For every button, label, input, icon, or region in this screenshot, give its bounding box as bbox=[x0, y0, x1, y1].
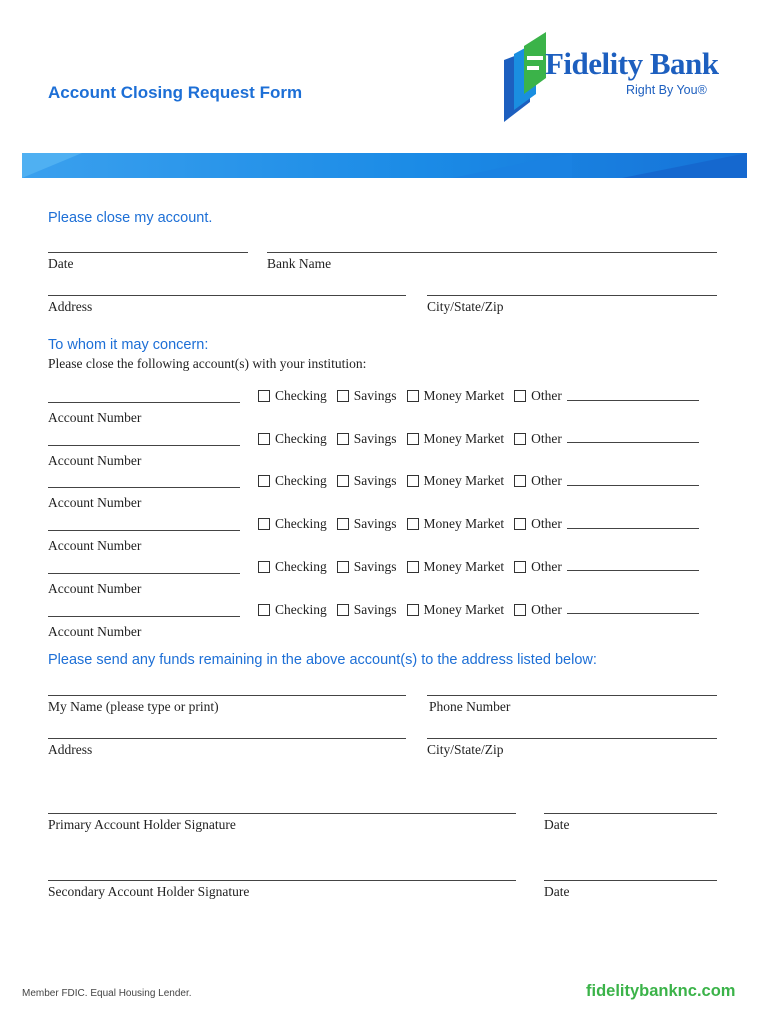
secondary-signature-label: Secondary Account Holder Signature bbox=[48, 884, 250, 899]
account-number-field[interactable] bbox=[48, 530, 240, 531]
account-type-options bbox=[258, 431, 699, 449]
account-type-option[interactable] bbox=[258, 559, 327, 575]
account-type-option[interactable] bbox=[407, 473, 505, 489]
option-label: Savings bbox=[353, 601, 397, 617]
option-label: Other bbox=[531, 601, 562, 617]
option-label: Other bbox=[531, 430, 562, 446]
option-label: Other bbox=[531, 516, 562, 532]
checkbox[interactable] bbox=[337, 475, 349, 487]
account-type-option[interactable] bbox=[514, 431, 699, 447]
logo-tagline: Right By You® bbox=[626, 83, 707, 97]
option-label: Checking bbox=[275, 558, 327, 574]
option-label: Checking bbox=[275, 473, 327, 489]
account-type-option[interactable] bbox=[258, 602, 327, 618]
checkbox[interactable] bbox=[514, 604, 526, 616]
account-number-field[interactable] bbox=[48, 402, 240, 403]
checkbox[interactable] bbox=[258, 561, 270, 573]
account-type-option[interactable] bbox=[258, 473, 327, 489]
my-name-label: My Name (please type or print) bbox=[48, 699, 219, 714]
logo-wordmark: Fidelity Bank bbox=[545, 46, 719, 81]
footer-disclaimer: Member FDIC. Equal Housing Lender. bbox=[22, 988, 192, 999]
account-type-option[interactable] bbox=[407, 388, 505, 404]
date-label: Date bbox=[48, 256, 74, 271]
section-intro: Please close the following account(s) with your institution: bbox=[48, 356, 367, 371]
option-label: Checking bbox=[275, 601, 327, 617]
account-type-option[interactable] bbox=[407, 516, 505, 532]
option-label: Savings bbox=[353, 516, 397, 532]
account-type-option[interactable] bbox=[337, 431, 397, 447]
option-label: Savings bbox=[353, 430, 397, 446]
checkbox[interactable] bbox=[514, 390, 526, 402]
date-field[interactable] bbox=[48, 252, 248, 253]
account-number-label: Account Number bbox=[48, 410, 142, 425]
account-number-label: Account Number bbox=[48, 538, 142, 554]
primary-date-label: Date bbox=[544, 817, 570, 832]
checkbox[interactable] bbox=[258, 433, 270, 445]
address-label: Address bbox=[48, 299, 93, 314]
account-type-option[interactable] bbox=[258, 388, 327, 404]
checkbox[interactable] bbox=[258, 518, 270, 530]
account-type-option[interactable] bbox=[407, 431, 505, 447]
checkbox[interactable] bbox=[337, 561, 349, 573]
checkbox[interactable] bbox=[407, 475, 419, 487]
account-type-option[interactable] bbox=[337, 473, 397, 489]
city-state-zip-field[interactable] bbox=[427, 295, 717, 296]
secondary-date-label: Date bbox=[544, 884, 570, 899]
checkbox[interactable] bbox=[514, 561, 526, 573]
primary-signature-field[interactable] bbox=[48, 813, 516, 814]
checkbox[interactable] bbox=[514, 433, 526, 445]
option-label: Money Market bbox=[423, 430, 505, 446]
checkbox[interactable] bbox=[258, 604, 270, 616]
primary-signature-label: Primary Account Holder Signature bbox=[48, 817, 236, 832]
other-specify-field[interactable] bbox=[567, 570, 699, 571]
checkbox[interactable] bbox=[337, 433, 349, 445]
account-type-option[interactable] bbox=[258, 516, 327, 532]
other-specify-field[interactable] bbox=[567, 613, 699, 614]
option-label: Savings bbox=[353, 388, 397, 403]
account-type-option[interactable] bbox=[337, 602, 397, 618]
checkbox[interactable] bbox=[407, 390, 419, 402]
option-label: Other bbox=[531, 473, 562, 489]
option-label: Other bbox=[531, 558, 562, 574]
checkbox[interactable] bbox=[337, 518, 349, 530]
section-heading-close: Please close my account. bbox=[48, 210, 213, 226]
account-type-option[interactable] bbox=[407, 559, 505, 575]
account-type-option[interactable] bbox=[514, 473, 699, 489]
account-type-options bbox=[258, 559, 699, 577]
checkbox[interactable] bbox=[337, 604, 349, 616]
account-type-option[interactable] bbox=[514, 602, 699, 618]
phone-number-label: Phone Number bbox=[429, 699, 511, 714]
account-type-option[interactable] bbox=[337, 516, 397, 532]
account-type-option[interactable] bbox=[514, 516, 699, 532]
form-title: Account Closing Request Form bbox=[48, 83, 303, 102]
option-label: Checking bbox=[275, 430, 327, 446]
secondary-date-field[interactable] bbox=[544, 880, 717, 881]
account-type-options bbox=[258, 602, 699, 620]
bank-name-field[interactable] bbox=[267, 252, 717, 253]
account-type-options bbox=[258, 388, 699, 406]
account-number-label: Account Number bbox=[48, 452, 142, 468]
other-specify-field[interactable] bbox=[567, 442, 699, 443]
option-label: Money Market bbox=[423, 558, 505, 574]
account-number-field[interactable] bbox=[48, 487, 240, 488]
account-type-option[interactable] bbox=[514, 388, 699, 404]
account-type-option[interactable] bbox=[407, 602, 505, 618]
option-label: Checking bbox=[275, 388, 327, 403]
other-specify-field[interactable] bbox=[567, 485, 699, 486]
account-type-options bbox=[258, 516, 699, 534]
account-number-field[interactable] bbox=[48, 616, 240, 617]
account-number-label: Account Number bbox=[48, 495, 142, 511]
funds-address-field[interactable] bbox=[48, 738, 406, 739]
other-specify-field[interactable] bbox=[567, 400, 699, 401]
primary-date-field[interactable] bbox=[544, 813, 717, 814]
checkbox[interactable] bbox=[407, 561, 419, 573]
account-number-label: Account Number bbox=[48, 623, 142, 639]
checkbox[interactable] bbox=[258, 475, 270, 487]
checkbox[interactable] bbox=[407, 604, 419, 616]
account-type-options bbox=[258, 473, 699, 491]
account-type-option[interactable] bbox=[258, 431, 327, 447]
section-heading-funds: Please send any funds remaining in the above account(s) to the address listed below: bbox=[48, 652, 597, 668]
checkbox[interactable] bbox=[407, 433, 419, 445]
checkbox[interactable] bbox=[407, 518, 419, 530]
phone-number-field[interactable] bbox=[427, 695, 717, 696]
my-name-field[interactable] bbox=[48, 695, 406, 696]
option-label: Savings bbox=[353, 558, 397, 574]
option-label: Money Market bbox=[423, 473, 505, 489]
secondary-signature-field[interactable] bbox=[48, 880, 516, 881]
header-banner bbox=[22, 153, 747, 178]
checkbox[interactable] bbox=[337, 390, 349, 402]
city-state-zip-label: City/State/Zip bbox=[427, 299, 504, 314]
bank-name-label: Bank Name bbox=[267, 256, 332, 271]
account-number-field[interactable] bbox=[48, 573, 240, 574]
funds-city-state-zip-label: City/State/Zip bbox=[427, 742, 504, 757]
checkbox[interactable] bbox=[514, 518, 526, 530]
option-label: Other bbox=[531, 388, 562, 403]
footer-website-link[interactable]: fidelitybanknc.com bbox=[586, 982, 736, 1000]
section-heading-concern: To whom it may concern: bbox=[48, 337, 209, 353]
account-type-option[interactable] bbox=[337, 388, 397, 404]
checkbox[interactable] bbox=[258, 390, 270, 402]
option-label: Money Market bbox=[423, 601, 505, 617]
address-field[interactable] bbox=[48, 295, 406, 296]
account-number-label: Account Number bbox=[48, 580, 142, 596]
account-type-option[interactable] bbox=[514, 559, 699, 575]
funds-address-label: Address bbox=[48, 742, 93, 757]
option-label: Money Market bbox=[423, 388, 505, 403]
option-label: Savings bbox=[353, 473, 397, 489]
checkbox[interactable] bbox=[514, 475, 526, 487]
account-row bbox=[48, 601, 728, 656]
option-label: Money Market bbox=[423, 516, 505, 532]
account-type-option[interactable] bbox=[337, 559, 397, 575]
other-specify-field[interactable] bbox=[567, 528, 699, 529]
account-number-field[interactable] bbox=[48, 445, 240, 446]
option-label: Checking bbox=[275, 516, 327, 532]
funds-city-state-zip-field[interactable] bbox=[427, 738, 717, 739]
